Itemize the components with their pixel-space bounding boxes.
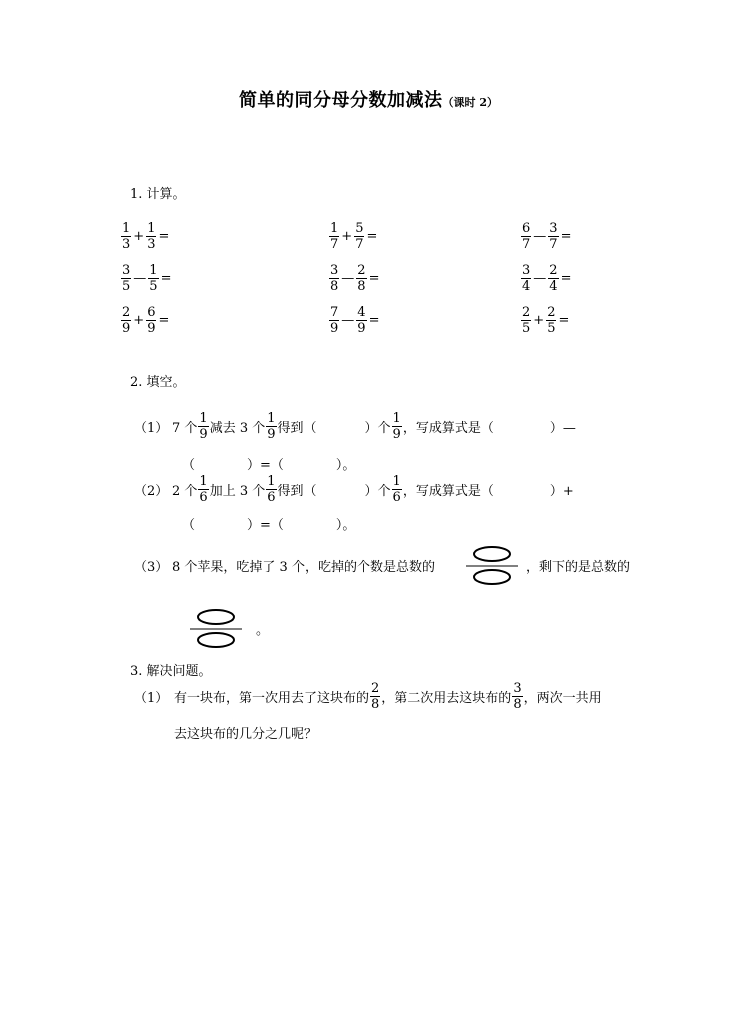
fill-q1-line2: （ ）=（ ）。: [182, 458, 356, 473]
text: ，写成算式是（: [402, 421, 494, 436]
fill-q2-line1: [134, 475, 574, 504]
numerator: 3: [549, 221, 558, 236]
numerator: 2: [547, 305, 556, 320]
fraction: [121, 222, 131, 251]
denominator: 7: [330, 237, 339, 252]
text: 7 个: [172, 421, 198, 436]
equals-sign: =: [368, 313, 380, 328]
calc-expression: [520, 306, 570, 335]
q-number: （2）: [134, 484, 169, 499]
text: 减去 3 个: [209, 421, 266, 436]
numerator: 2: [371, 681, 380, 696]
denominator: 5: [522, 321, 531, 336]
operator: +: [533, 313, 545, 328]
denominator: 7: [355, 237, 364, 252]
numerator: 1: [267, 411, 276, 426]
operator: —: [533, 229, 547, 244]
text: 有一块布，第一次用去了这块布的: [174, 691, 370, 706]
denominator: 9: [147, 321, 156, 336]
numerator: 2: [522, 305, 531, 320]
numerator: 3: [522, 263, 531, 278]
fraction-blank-ovals-2[interactable]: [186, 605, 246, 653]
fill-q3-line1: [134, 556, 435, 575]
denominator: 9: [357, 321, 366, 336]
operator: —: [341, 271, 355, 286]
denominator: 5: [149, 279, 158, 294]
q-number: （3）: [134, 560, 169, 575]
numerator: 1: [199, 411, 208, 426]
numerator: 2: [549, 263, 558, 278]
numerator: 6: [147, 305, 156, 320]
denominator: 8: [357, 279, 366, 294]
fill-q1-line1: [134, 412, 576, 441]
text: ，写成算式是（: [402, 484, 494, 499]
denominator: 8: [513, 697, 522, 712]
numerator: 1: [267, 474, 276, 489]
numerator: 1: [392, 411, 401, 426]
numerator: 2: [122, 305, 131, 320]
text: ，两次一共用: [523, 691, 602, 706]
fraction: [354, 222, 364, 251]
denominator: 9: [122, 321, 131, 336]
title-main: 简单的同分母分数加减法: [239, 90, 443, 111]
operator: +: [133, 229, 145, 244]
operator: —: [341, 313, 355, 328]
text: 得到（: [277, 484, 317, 499]
numerator: 4: [357, 305, 366, 320]
denominator: 8: [371, 697, 380, 712]
denominator: 7: [549, 237, 558, 252]
denominator: 8: [330, 279, 339, 294]
denominator: 9: [267, 427, 276, 442]
denominator: 5: [122, 279, 131, 294]
denominator: 4: [549, 279, 558, 294]
fraction: [198, 412, 208, 441]
denominator: 3: [147, 237, 156, 252]
title-sub: （课时 2）: [442, 96, 498, 109]
text: 2 个: [172, 484, 198, 499]
fraction: [198, 475, 208, 504]
calc-expression: [120, 306, 170, 335]
operator: +: [133, 313, 145, 328]
numerator: 3: [513, 681, 522, 696]
numerator: 2: [357, 263, 366, 278]
denominator: 6: [392, 490, 401, 505]
fraction: [121, 306, 131, 335]
fill-q3-end: 。: [256, 623, 270, 638]
denominator: 3: [122, 237, 131, 252]
equals-sign: =: [366, 229, 378, 244]
fraction: [356, 306, 366, 335]
numerator: 3: [330, 263, 339, 278]
fraction: [266, 412, 276, 441]
q-number: （1）: [134, 421, 169, 436]
fraction: [521, 222, 531, 251]
fraction: [512, 682, 522, 711]
fraction: [548, 222, 558, 251]
numerator: 1: [199, 474, 208, 489]
numerator: 5: [355, 221, 364, 236]
calc-expression: [520, 222, 572, 251]
fraction: [370, 682, 380, 711]
equals-sign: =: [160, 271, 172, 286]
fill-q3-text2: ，剩下的是总数的: [526, 560, 631, 575]
fraction: [146, 306, 156, 335]
fraction: [548, 264, 558, 293]
fraction: [546, 306, 556, 335]
calc-expression: [120, 222, 170, 251]
denominator: 6: [267, 490, 276, 505]
numerator: 1: [392, 474, 401, 489]
problem-q1-line1: [134, 682, 602, 711]
equals-sign: =: [368, 271, 380, 286]
numerator: 7: [330, 305, 339, 320]
fraction: [521, 306, 531, 335]
page-title: [0, 86, 737, 112]
text: ）个: [364, 421, 391, 436]
section-3-heading: 3. 解决问题。: [130, 664, 212, 679]
text: ）+: [549, 484, 574, 499]
fraction: [329, 222, 339, 251]
fraction: [121, 264, 131, 293]
equals-sign: =: [558, 313, 570, 328]
fill-q2-line2: （ ）=（ ）。: [182, 518, 356, 533]
numerator: 1: [122, 221, 131, 236]
fraction: [392, 412, 402, 441]
calc-expression: [328, 264, 380, 293]
calc-expression: [520, 264, 572, 293]
numerator: 1: [147, 221, 156, 236]
numerator: 6: [522, 221, 531, 236]
numerator: 1: [330, 221, 339, 236]
denominator: 4: [522, 279, 531, 294]
text: ）个: [364, 484, 391, 499]
equals-sign: =: [560, 271, 572, 286]
fraction: [392, 475, 402, 504]
denominator: 7: [522, 237, 531, 252]
q-number: （1）: [134, 691, 169, 706]
denominator: 9: [330, 321, 339, 336]
text: 8 个苹果，吃掉了 3 个，吃掉的个数是总数的: [172, 560, 435, 575]
calc-expression: [120, 264, 172, 293]
fraction: [521, 264, 531, 293]
fraction: [329, 306, 339, 335]
calc-expression: [328, 306, 380, 335]
equals-sign: =: [560, 229, 572, 244]
section-2-heading: 2. 填空。: [130, 375, 186, 390]
fraction: [146, 222, 156, 251]
denominator: 9: [392, 427, 401, 442]
fraction: [148, 264, 158, 293]
equals-sign: =: [158, 313, 170, 328]
fraction: [329, 264, 339, 293]
denominator: 5: [547, 321, 556, 336]
denominator: 6: [199, 490, 208, 505]
equals-sign: =: [158, 229, 170, 244]
calc-expression: [328, 222, 378, 251]
fraction: [266, 475, 276, 504]
operator: —: [133, 271, 147, 286]
problem-q1-line2: 去这块布的几分之几呢？: [174, 727, 318, 742]
fraction-blank-ovals-1[interactable]: [462, 542, 522, 590]
text: 得到（: [277, 421, 317, 436]
denominator: 9: [199, 427, 208, 442]
text: ，第二次用去这块布的: [381, 691, 512, 706]
numerator: 3: [122, 263, 131, 278]
section-1-heading: 1. 计算。: [130, 187, 186, 202]
fraction: [356, 264, 366, 293]
operator: +: [341, 229, 353, 244]
numerator: 1: [149, 263, 158, 278]
text: 加上 3 个: [209, 484, 266, 499]
text: ）—: [549, 421, 576, 436]
operator: —: [533, 271, 547, 286]
